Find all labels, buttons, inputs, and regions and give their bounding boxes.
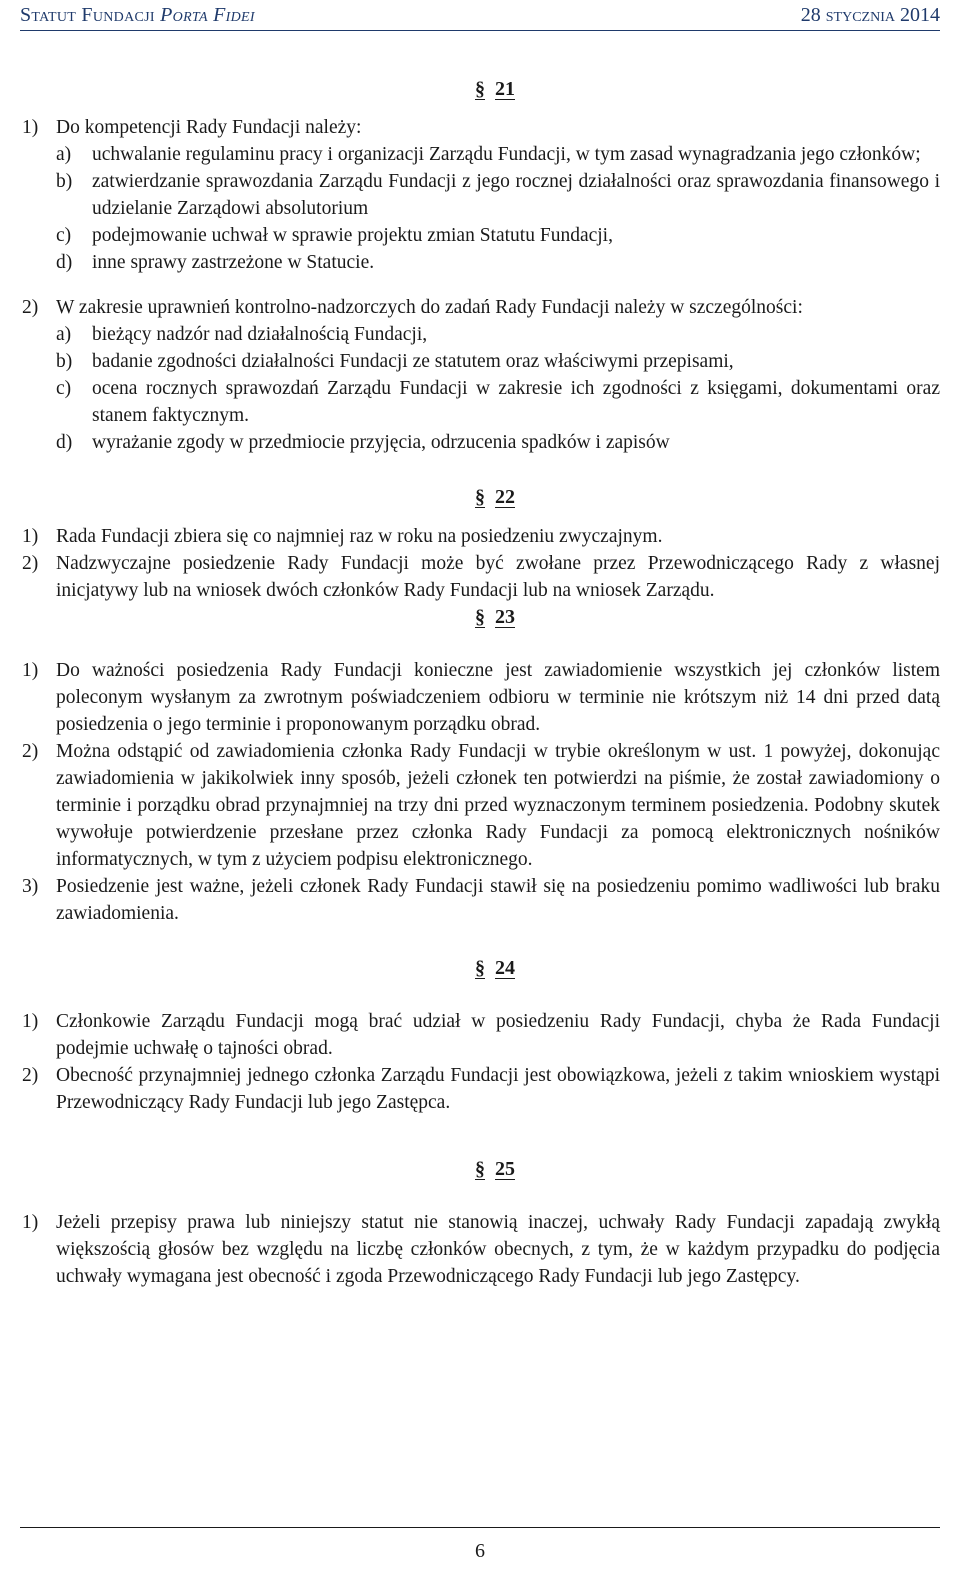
document-title	[20, 4, 255, 27]
paragraph	[22, 523, 940, 550]
paragraph-text: Jeżeli przepisy prawa lub niniejszy statut nie stanowią inaczej, uchwały Rady Fundacji zapadają zwykłą większością głosów bez względu na liczbę członków obecnych, z tym, że w każdym przypadku do podjęcia uchwały wymagana jest obecność i zgoda Przewodniczącego Rady Fundacji lub jego Zastępcy.	[56, 1212, 940, 1287]
paragraph-text: Rada Fundacji zbiera się co najmniej raz w roku na posiedzeniu zwyczajnym.	[56, 526, 663, 547]
paragraph	[22, 738, 940, 873]
list-item-text: inne sprawy zastrzeżone w Statucie.	[92, 252, 375, 273]
paragraph-text: Nadzwyczajne posiedzenie Rady Fundacji może być zwołane przez Przewodniczącego Rady z własnej inicjatywy lub na wniosek dwóch członków Rady Fundacji lub na wniosek Zarządu.	[56, 553, 940, 601]
paragraph	[22, 1209, 940, 1290]
list-item-letter: a)	[56, 324, 72, 345]
list-item-letter: c)	[56, 225, 72, 246]
section-heading	[22, 604, 940, 631]
section-heading	[22, 955, 940, 982]
list-item	[22, 348, 940, 375]
list-item-letter: a)	[56, 144, 72, 165]
paragraph-text: Członkowie Zarządu Fundacji mogą brać udział w posiedzeniu Rady Fundacji, chyba że Rada Fundacji podejmie uchwałę o tajności obrad.	[56, 1011, 940, 1059]
list-item-letter: b)	[56, 351, 73, 372]
list-item-text: ocena rocznych sprawozdań Zarządu Fundacji w zakresie ich zgodności z księgami, dokumentami oraz stanem faktycznym.	[92, 378, 940, 426]
list-item	[22, 249, 940, 276]
list-item-text: uchwalanie regulaminu pracy i organizacji Zarządu Fundacji, w tym zasad wynagradzania jego członków;	[92, 144, 921, 165]
paragraph-number: 1)	[22, 117, 39, 138]
list-item	[22, 222, 940, 249]
list-item-letter: d)	[56, 432, 73, 453]
list-item	[22, 375, 940, 429]
paragraph	[22, 1008, 940, 1062]
footer-divider	[20, 1527, 940, 1528]
section-heading	[22, 484, 940, 511]
section-heading	[22, 1156, 940, 1183]
section-number: 23	[495, 606, 515, 628]
paragraph	[22, 114, 940, 141]
paragraph-number: 1)	[22, 1212, 39, 1233]
paragraph-number: 2)	[22, 741, 39, 762]
document-date: 28 stycznia 2014	[800, 4, 940, 26]
list-item-text: bieżący nadzór nad działalnością Fundacji,	[92, 324, 428, 345]
paragraph-text: Do ważności posiedzenia Rady Fundacji konieczne jest zawiadomienie wszystkich jej członków listem poleconym wysłanym za zwrotnym poświadczeniem odbioru w terminie nie krótszym niż 14 dni przed datą posiedzenia o jego terminie i proponowanym porządku obrad.	[56, 660, 940, 735]
list-item	[22, 321, 940, 348]
paragraph	[22, 657, 940, 738]
section-symbol: §	[475, 957, 485, 979]
paragraph-number: 1)	[22, 1011, 39, 1032]
section-number: 21	[495, 78, 515, 100]
paragraph-number: 1)	[22, 526, 39, 547]
list-item-text: wyrażanie zgody w przedmiocie przyjęcia, odrzucenia spadków i zapisów	[92, 432, 670, 453]
paragraph-text: Do kompetencji Rady Fundacji należy:	[56, 117, 362, 138]
paragraph-number: 1)	[22, 660, 39, 681]
section-symbol: §	[475, 486, 485, 508]
section-number: 22	[495, 486, 515, 508]
section-symbol: §	[475, 1158, 485, 1180]
paragraph-text: Posiedzenie jest ważne, jeżeli członek Rady Fundacji stawił się na posiedzeniu pomimo wadliwości lub braku zawiadomienia.	[56, 876, 940, 924]
paragraph	[22, 1062, 940, 1116]
list-item-text: badanie zgodności działalności Fundacji ze statutem oraz właściwymi przepisami,	[92, 351, 734, 372]
section-symbol: §	[475, 78, 485, 100]
section-number: 25	[495, 1158, 515, 1180]
list-item	[22, 168, 940, 222]
paragraph-number: 2)	[22, 553, 39, 574]
page-number: 6	[475, 1540, 485, 1562]
section-heading	[22, 76, 940, 103]
list-item	[22, 429, 940, 456]
paragraph-number: 3)	[22, 876, 39, 897]
paragraph-text: Obecność przynajmniej jednego członka Zarządu Fundacji jest obowiązkowa, jeżeli z takim wnioskiem wystąpi Przewodniczący Rady Fundacji lub jego Zastępca.	[56, 1065, 940, 1113]
page-header	[20, 0, 940, 31]
title-italic: Porta Fidei	[160, 4, 255, 26]
list-item-text: podejmowanie uchwał w sprawie projektu zmian Statutu Fundacji,	[92, 225, 613, 246]
list-item-text: zatwierdzanie sprawozdania Zarządu Fundacji z jego rocznej działalności oraz sprawozdania finansowego i udzielanie Zarządowi absolutorium	[92, 171, 940, 219]
list-item-letter: c)	[56, 378, 72, 399]
paragraph	[22, 550, 940, 604]
document-body	[22, 76, 940, 1290]
paragraph-number: 2)	[22, 297, 39, 318]
paragraph-number: 2)	[22, 1065, 39, 1086]
list-item	[22, 141, 940, 168]
section-symbol: §	[475, 606, 485, 628]
section-number: 24	[495, 957, 515, 979]
paragraph-text: W zakresie uprawnień kontrolno-nadzorczych do zadań Rady Fundacji należy w szczególności:	[56, 297, 803, 318]
paragraph	[22, 873, 940, 927]
paragraph-text: Można odstąpić od zawiadomienia członka Rady Fundacji w trybie określonym w ust. 1 powyżej, dokonując zawiadomienia w jakikolwiek inny sposób, jeżeli członek ten potwierdzi na piśmie, że został zawiadomiony o terminie i porządku obrad przynajmniej na trzy dni przed wyznaczonym terminem posiedzenia. Podobny skutek wywołuje potwierdzenie przesłane przez członka Rady Fundacji za pomocą elektronicznych nośników informatycznych, w tym z użyciem podpisu elektronicznego.	[56, 741, 940, 870]
list-item-letter: d)	[56, 252, 73, 273]
title-prefix: Statut Fundacji	[20, 4, 155, 26]
list-item-letter: b)	[56, 171, 73, 192]
paragraph	[22, 294, 940, 321]
